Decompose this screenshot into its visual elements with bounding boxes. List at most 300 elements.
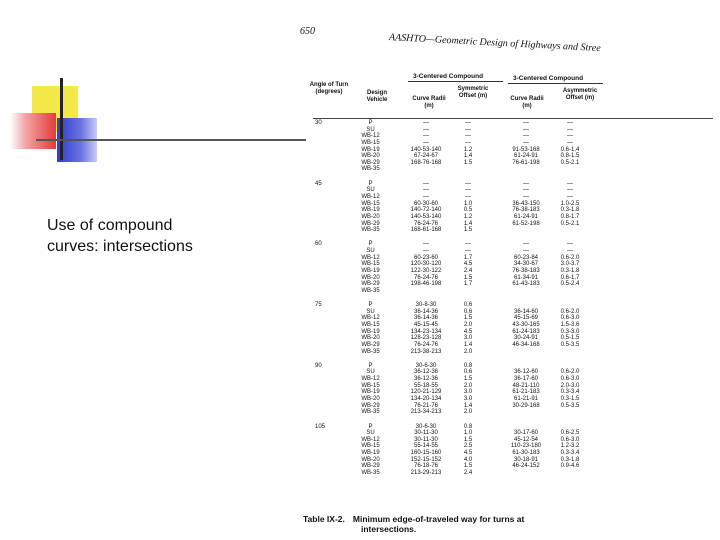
table-cell: 30-6-30 (415, 423, 437, 430)
col-header-angle: Angle of Turn (degrees) (309, 82, 349, 95)
table-cell (401, 288, 451, 295)
table-cell: P (368, 423, 373, 430)
table-cell: — (523, 120, 529, 126)
table-cell: WB-12 (361, 133, 380, 140)
table-cell: 2.0 (463, 409, 473, 416)
col-header-vehicle: Design Vehicle (366, 90, 388, 103)
angle-col (315, 424, 325, 431)
table-cell: WB-35 (361, 409, 380, 416)
table-cell (458, 288, 478, 295)
radii-b-col (495, 424, 557, 477)
group-rule-a (408, 81, 503, 82)
table-cell: WB-12 (361, 376, 380, 383)
table-cell: — (567, 248, 573, 255)
table-cell: — (567, 120, 573, 126)
table-cell: — (523, 193, 529, 200)
table-cell: 1.0 (463, 430, 473, 437)
table-cell: 1.5-3.6 (560, 322, 580, 329)
table-cell: 0.5-2.1 (560, 220, 580, 227)
table-cell: 61-24-91 (513, 213, 539, 220)
table-cell (495, 227, 557, 234)
table-cell: — (465, 248, 471, 255)
table-cell: WB-20 (361, 153, 380, 160)
page-header (293, 22, 713, 55)
table-cell: WB-19 (361, 389, 380, 396)
table-cell (401, 166, 451, 173)
vehicle-col (348, 241, 393, 294)
radii-a-col (401, 241, 451, 294)
table-cell (555, 409, 585, 416)
table-cell: 4.5 (463, 450, 473, 457)
table-cell: 30-29-168 (512, 402, 540, 409)
table-cell: 0.6-2.0 (560, 308, 580, 315)
table-cell: 45-12-54 (513, 436, 539, 443)
table-cell: 213-29-213 (410, 469, 442, 476)
table-cell: 36-14-36 (413, 315, 439, 322)
table-cell: 76-21-76 (413, 402, 439, 409)
table-cell (555, 288, 585, 295)
table-cell: 0.6-2.0 (560, 254, 580, 261)
offset-asym-col (555, 424, 585, 477)
col-header-radii-b: Curve Radii (m) (510, 96, 544, 109)
offset-sym-col (458, 241, 478, 294)
table-cell: 67-24-67 (413, 153, 439, 160)
table-cell: 0.5-2.4 (560, 281, 580, 288)
table-cell: 213-38-213 (410, 348, 442, 355)
offset-sym-col (458, 181, 478, 234)
table-cell: 60-30-60 (413, 200, 439, 207)
offset-sym-col (458, 424, 478, 477)
table-cell: 0.3-3.0 (560, 328, 580, 335)
table-cell (555, 424, 585, 431)
table-cell: 1.5 (463, 376, 473, 383)
table-cell: 61-24-91 (513, 153, 539, 160)
table-cell: WB-15 (361, 261, 380, 268)
slide-line-2: curves: intersections (47, 238, 193, 255)
decor-red-square (10, 113, 56, 149)
group-header-b: 3-Centered Compound (513, 75, 584, 82)
table-cell: SU (366, 126, 375, 133)
table-cell: 1.5 (463, 436, 473, 443)
radii-a-col (401, 302, 451, 355)
table-cell: 76-61-198 (512, 159, 540, 166)
table-cell: 1.5 (463, 463, 473, 470)
vehicle-col (348, 302, 393, 355)
offset-sym-col (458, 302, 478, 355)
table-cell: WB-19 (361, 450, 380, 457)
table-cell (458, 166, 478, 173)
table-cell: 0.6-3.0 (560, 436, 580, 443)
scanned-page (293, 18, 720, 540)
table-cell: — (465, 241, 471, 248)
table-cell (555, 363, 585, 370)
table-cell: — (465, 120, 471, 126)
table-cell: 36-12-60 (513, 369, 539, 376)
table-cell: WB-15 (361, 139, 380, 146)
col-header-offset-sym: Symmetric Offset (m) (457, 86, 489, 99)
table-cell: WB-20 (361, 335, 380, 342)
table-cell: 76-38-183 (512, 207, 540, 214)
table-cell: WB-35 (361, 227, 380, 234)
table-cell: — (423, 120, 429, 126)
table-cell: 46-34-168 (512, 341, 540, 348)
angle-cell: 90 (315, 362, 322, 369)
offset-asym-col (555, 241, 585, 294)
table-cell: 36-12-36 (413, 369, 439, 376)
table-cell: 36-12-36 (413, 376, 439, 383)
table-cell: SU (366, 430, 375, 437)
table-cell: WB-15 (361, 200, 380, 207)
radii-b-col (495, 120, 557, 173)
radii-a-col (401, 181, 451, 234)
table-cell: 1.4 (463, 402, 473, 409)
table-cell: — (423, 241, 429, 248)
table-cell: 1.4 (463, 153, 473, 160)
table-cell: — (465, 139, 471, 146)
table-cell: 2.4 (463, 267, 473, 274)
turn-table (293, 68, 720, 518)
table-cell: WB-29 (361, 463, 380, 470)
table-cell: 61-21-183 (512, 389, 540, 396)
table-cell: 3.0 (463, 335, 473, 342)
table-cell: WB-20 (361, 456, 380, 463)
table-cell: 0.3-1.8 (560, 207, 580, 214)
caption-text-1: Minimum edge-of-traveled way for turns at (352, 514, 525, 524)
table-cell: 0.3-1.8 (560, 267, 580, 274)
table-cell: 1.7 (463, 281, 473, 288)
table-cell: 3.0-3.7 (560, 261, 580, 268)
page-running-title: AASHTO—Geometric Design of Highways and Stree (388, 32, 601, 55)
table-cell: 0.6-1.4 (560, 146, 580, 153)
table-cell: 0.8 (463, 362, 473, 369)
table-cell: 76-24-76 (413, 220, 439, 227)
group-header-a: 3-Centered Compound (413, 73, 484, 80)
vehicle-col (348, 424, 393, 477)
table-cell: — (465, 133, 471, 140)
decor-vertical-line (60, 78, 63, 160)
table-cell: 76-24-76 (413, 274, 439, 281)
table-cell: 4.5 (463, 261, 473, 268)
table-cell: 0.9-4.6 (560, 463, 580, 470)
table-cell: 0.5-3.5 (560, 341, 580, 348)
vehicle-col (348, 363, 393, 416)
table-cell: 61-24-183 (512, 328, 540, 335)
table-cell: 30-6-30 (415, 362, 437, 369)
table-cell: — (523, 187, 529, 194)
table-cell: 2.0 (463, 322, 473, 329)
table-cell: — (523, 139, 529, 146)
table-cell: — (523, 126, 529, 133)
table-cell: 60-23-84 (513, 254, 539, 261)
table-cell: 0.5 (463, 207, 473, 214)
table-cell: 0.5-3.5 (560, 402, 580, 409)
table-cell (495, 288, 557, 295)
table-cell: 76-38-183 (512, 267, 540, 274)
table-cell: 0.6 (463, 308, 473, 315)
angle-col (315, 120, 322, 127)
table-cell: 134-23-134 (410, 328, 442, 335)
table-cell (555, 166, 585, 173)
offset-sym-col (458, 363, 478, 416)
table-cell: WB-29 (361, 281, 380, 288)
table-cell: WB-20 (361, 213, 380, 220)
table-cell: — (423, 193, 429, 200)
table-cell: — (465, 180, 471, 187)
table-cell: WB-15 (361, 443, 380, 450)
table-cell: — (523, 180, 529, 187)
table-cell: 0.5-1.5 (560, 335, 580, 342)
table-cell: 30-18-91 (513, 456, 539, 463)
table-cell: SU (366, 187, 375, 194)
table-cell: 1.2 (463, 146, 473, 153)
table-cell: 0.5-2.1 (560, 159, 580, 166)
table-cell: 134-20-134 (410, 396, 442, 402)
table-cell: 168-76-168 (410, 159, 442, 166)
table-cell: 76-24-76 (413, 341, 439, 348)
angle-cell: 75 (315, 302, 322, 309)
table-cell: 140-53-140 (410, 213, 442, 220)
table-cell: 61-52-198 (512, 220, 540, 227)
decor-horizontal-line (36, 139, 306, 141)
table-cell: 43-30-165 (512, 322, 540, 329)
angle-col (315, 181, 322, 188)
table-cell: 46-24-152 (512, 463, 540, 470)
table-cell: 122-30-122 (410, 267, 442, 274)
table-cell (555, 470, 585, 477)
table-cell: P (368, 180, 373, 187)
table-cell: 3.0 (463, 389, 473, 396)
table-cell: 61-30-183 (512, 450, 540, 457)
table-cell: 2.0 (463, 382, 473, 389)
table-cell (555, 349, 585, 356)
table-cell: 0.6-1.7 (560, 274, 580, 281)
table-cell: — (465, 126, 471, 133)
radii-b-col (495, 241, 557, 294)
table-cell: WB-12 (361, 193, 380, 200)
offset-sym-col (458, 120, 478, 173)
table-cell: 55-18-55 (413, 382, 439, 389)
table-cell: WB-19 (361, 267, 380, 274)
table-cell (495, 302, 557, 309)
table-cell: 0.6 (463, 369, 473, 376)
angle-col (315, 363, 322, 370)
table-cell: — (423, 180, 429, 187)
table-cell: WB-12 (361, 436, 380, 443)
table-cell (495, 409, 557, 416)
offset-asym-col (555, 363, 585, 416)
slide-body-text (47, 215, 277, 257)
table-cell: P (368, 241, 373, 248)
offset-asym-col (555, 120, 585, 173)
table-cell: WB-19 (361, 146, 380, 153)
table-cell: — (465, 193, 471, 200)
table-cell: WB-20 (361, 274, 380, 281)
offset-asym-col (555, 181, 585, 234)
table-cell: 120-21-129 (410, 389, 442, 396)
table-cell: 120-30-120 (410, 261, 442, 268)
caption-text-2: intersections. (361, 524, 417, 534)
table-cell: — (567, 187, 573, 194)
group-rule-b (508, 83, 603, 84)
table-cell: 1.7 (463, 254, 473, 261)
table-cell: — (567, 241, 573, 248)
table-cell: — (567, 139, 573, 146)
table-cell: 1.2-3.2 (560, 443, 580, 450)
table-cell (555, 302, 585, 309)
table-cell: 1.5 (463, 274, 473, 281)
table-cell: P (368, 362, 373, 369)
slide-line-1: Use of compound (47, 217, 173, 234)
col-header-offset-asym: Asymmetric Offset (m) (562, 88, 598, 101)
table-cell: 30-11-30 (414, 430, 438, 437)
table-cell: 168-61-168 (410, 227, 442, 234)
table-cell: 45-15-69 (513, 315, 539, 322)
table-cell: SU (366, 308, 375, 315)
table-caption (303, 514, 524, 534)
table-cell: 1.4 (463, 220, 473, 227)
angle-cell: 105 (315, 423, 326, 430)
radii-b-col (495, 181, 557, 234)
table-cell: WB-35 (361, 166, 380, 173)
header-rule (313, 118, 713, 119)
radii-a-col (401, 363, 451, 416)
table-cell: WB-19 (361, 328, 380, 335)
table-cell: 55-14-55 (413, 443, 439, 450)
table-cell: 128-23-128 (410, 335, 442, 342)
table-cell: 0.8 (463, 423, 473, 430)
table-cell: 2.5 (463, 443, 473, 450)
table-cell: 0.6-3.0 (560, 376, 580, 383)
table-cell: 36-17-60 (513, 376, 539, 383)
table-cell (495, 470, 557, 477)
table-cell: WB-35 (361, 348, 380, 355)
table-cell: WB-35 (361, 287, 380, 294)
table-cell: — (423, 248, 429, 255)
radii-a-col (401, 424, 451, 477)
table-cell: 2.0-3.0 (560, 382, 580, 389)
table-cell (555, 227, 585, 234)
table-cell: 34-30-67 (513, 261, 539, 268)
angle-cell: 45 (315, 180, 322, 187)
table-cell: 198-46-198 (410, 281, 442, 288)
table-cell: 60-23-60 (413, 254, 439, 261)
angle-cell: 30 (315, 120, 322, 126)
table-cell: 4.5 (463, 328, 473, 335)
table-cell: 30-11-30 (414, 436, 438, 443)
table-cell: 152-15-152 (410, 456, 442, 463)
table-cell: 91-53-168 (512, 146, 540, 153)
table-cell: 1.5 (463, 227, 473, 234)
table-cell (495, 424, 557, 431)
vehicle-col (348, 181, 393, 234)
table-cell: 30-8-30 (415, 302, 437, 309)
table-cell: 1.5 (463, 315, 473, 322)
table-cell: — (423, 133, 429, 140)
table-cell: — (567, 193, 573, 200)
table-cell: 36-14-36 (413, 308, 439, 315)
table-cell: 0.3-3.4 (560, 389, 580, 396)
table-cell: 48-21-110 (512, 382, 540, 389)
table-cell (495, 166, 557, 173)
table-cell: WB-29 (361, 402, 380, 409)
table-cell: 110-23-180 (510, 443, 542, 450)
offset-asym-col (555, 302, 585, 355)
angle-col (315, 241, 322, 248)
table-cell: 45-15-45 (413, 322, 439, 329)
table-cell: 30-17-60 (513, 430, 539, 437)
table-cell: WB-15 (361, 382, 380, 389)
table-cell: 1.2 (463, 213, 473, 220)
table-cell: — (567, 133, 573, 140)
table-cell: — (423, 126, 429, 133)
table-cell: — (423, 187, 429, 194)
table-cell: 1.4 (463, 341, 473, 348)
angle-cell: 60 (315, 241, 322, 248)
table-cell: P (368, 302, 373, 309)
table-cell (495, 349, 557, 356)
vehicle-col (348, 120, 393, 173)
table-cell: WB-20 (361, 396, 380, 402)
table-cell: SU (366, 248, 375, 255)
table-cell: WB-19 (361, 207, 380, 214)
table-cell: P (368, 120, 373, 126)
table-cell: — (523, 241, 529, 248)
table-cell: 0.6-3.0 (560, 315, 580, 322)
table-cell: — (423, 139, 429, 146)
table-cell: 0.8-1.5 (560, 153, 580, 160)
table-cell: WB-29 (361, 159, 380, 166)
table-cell: 0.8-1.7 (560, 213, 580, 220)
table-cell: — (465, 187, 471, 194)
table-cell: 61-34-91 (513, 274, 539, 281)
angle-col (315, 302, 322, 309)
table-cell: WB-29 (361, 220, 380, 227)
table-cell: WB-35 (361, 469, 380, 476)
table-cell: — (523, 248, 529, 255)
table-cell: 2.4 (463, 469, 473, 476)
table-cell: 0.3-1.8 (560, 456, 580, 463)
radii-a-col (401, 120, 451, 173)
table-cell: 160-15-160 (410, 450, 442, 457)
table-cell: 61-21-91 (513, 396, 539, 402)
table-cell: 0.6-2.5 (560, 430, 580, 437)
table-cell: 36-14-60 (513, 308, 539, 315)
table-cell: — (567, 180, 573, 187)
table-cell: 1.0 (463, 200, 473, 207)
table-cell: 76-18-76 (413, 463, 439, 470)
table-cell: 140-53-140 (410, 146, 442, 153)
table-cell: 0.3-3.4 (560, 450, 580, 457)
table-cell: 1.0-2.5 (560, 200, 580, 207)
table-cell: SU (366, 369, 375, 376)
table-cell (495, 363, 557, 370)
radii-b-col (495, 363, 557, 416)
table-cell: 3.0 (463, 396, 473, 402)
caption-label: Table IX-2. (303, 514, 345, 524)
table-cell: 0.6-2.0 (560, 369, 580, 376)
table-cell: 4.0 (463, 456, 473, 463)
table-cell: 36-43-150 (512, 200, 540, 207)
table-cell: — (567, 126, 573, 133)
radii-b-col (495, 302, 557, 355)
table-cell: 140-72-140 (410, 207, 442, 214)
page-number: 650 (300, 26, 315, 37)
table-cell: 1.5 (463, 159, 473, 166)
table-cell: 213-34-213 (410, 409, 442, 416)
table-cell: 2.0 (463, 348, 473, 355)
table-cell: WB-12 (361, 254, 380, 261)
table-cell: 0.6 (463, 302, 473, 309)
